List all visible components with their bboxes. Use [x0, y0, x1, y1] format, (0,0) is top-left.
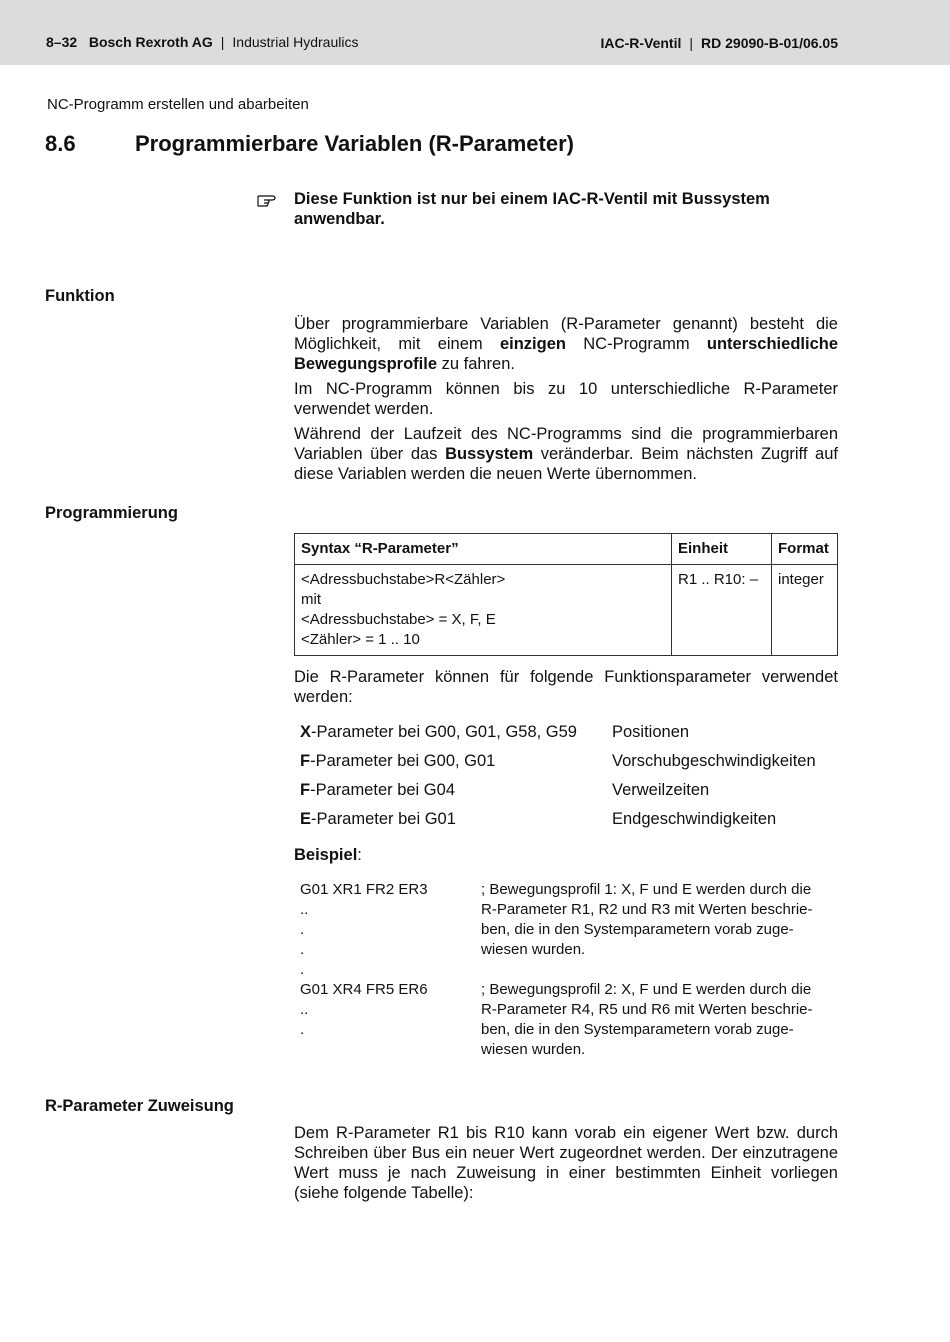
page-header	[0, 0, 950, 65]
section-number: 8.6	[45, 131, 76, 156]
format-cell: integer	[772, 565, 838, 656]
table-header-format: Format	[772, 534, 838, 565]
section-title: Programmierbare Variablen (R-Parameter)	[135, 131, 574, 156]
company-name: Bosch Rexroth AG	[88, 34, 213, 50]
example-code-1: G01 XR1 FR2 ER3 .. . . .	[300, 881, 428, 978]
example-heading: Beispiel:	[294, 846, 362, 864]
unit-cell: R1 .. R10: –	[672, 565, 772, 656]
table-header-unit: Einheit	[672, 534, 772, 565]
list-item: F-Parameter bei G04 Verweilzeiten	[300, 781, 710, 799]
table-row	[295, 565, 838, 656]
syntax-table	[294, 533, 838, 656]
parameter-list	[300, 718, 840, 834]
example-code-2: G01 XR4 FR5 ER6 .. .	[300, 981, 428, 1038]
example-block-1	[300, 880, 840, 980]
header-left: 8–32 Bosch Rexroth AG | Industrial Hydraulics	[46, 34, 359, 50]
table-header-syntax: Syntax “R-Parameter”	[295, 534, 672, 565]
list-item: F-Parameter bei G00, G01 Vorschubgeschwindigkeiten	[300, 752, 816, 770]
label-programmierung: Programmierung	[45, 504, 178, 522]
funktion-paragraph-1: Über programmierbare Variablen (R-Parameter genannt) besteht die Möglichkeit, mit einem einzigen NC-Programm unterschiedliche Bewegungsprofile zu fahren.	[294, 315, 838, 373]
document-reference: RD 29090-B-01/06.05	[701, 35, 838, 51]
page-number: 8–32	[46, 34, 78, 50]
params-intro: Die R-Parameter können für folgende Funktionsparameter verwendet werden:	[294, 668, 838, 706]
funktion-paragraph-3: Während der Laufzeit des NC-Programms sind die programmierbaren Variablen über das Bussystem veränderbar. Beim nächsten Zugriff auf diese Variablen werden die neuen Werte übernommen.	[294, 425, 838, 483]
label-zuweisung: R-Parameter Zuweisung	[45, 1097, 234, 1115]
breadcrumb: NC-Programm erstellen und abarbeiten	[47, 96, 309, 113]
pointing-hand-icon	[256, 188, 282, 210]
example-comment-1: ; Bewegungsprofil 1: X, F und E werden durch die R-Parameter R1, R2 und R3 mit Werten beschrie- ben, die in den Systemparametern vorab zuge- wiesen wurden.	[481, 881, 813, 958]
example-comment-2: ; Bewegungsprofil 2: X, F und E werden durch die R-Parameter R4, R5 und R6 mit Werten beschrie- ben, die in den Systemparametern vorab zuge- wiesen wurden.	[481, 981, 813, 1058]
syntax-cell: <Adressbuchstabe>R<Zähler> mit <Adressbuchstabe> = X, F, E <Zähler> = 1 .. 10	[295, 565, 672, 656]
division-name: Industrial Hydraulics	[232, 34, 359, 50]
header-right: IAC-R-Ventil | RD 29090-B-01/06.05	[600, 35, 838, 51]
list-item: X-Parameter bei G00, G01, G58, G59 Positionen	[300, 723, 690, 741]
note-text: Diese Funktion ist nur bei einem IAC-R-Ventil mit Bussystem anwendbar.	[294, 190, 770, 228]
funktion-text	[294, 314, 838, 489]
label-funktion: Funktion	[45, 287, 115, 305]
table-header-row	[295, 534, 838, 565]
funktion-paragraph-2: Im NC-Programm können bis zu 10 unterschiedliche R-Parameter verwendet werden.	[294, 380, 838, 418]
zuweisung-text: Dem R-Parameter R1 bis R10 kann vorab ein eigener Wert bzw. durch Schreiben über Bus ein neuer Wert zugeordnet werden. Der einzutragene Wert muss je nach Zuweisung in einer bestimmten Einheit vorliegen (siehe folgende Tabelle):	[294, 1124, 838, 1202]
list-item: E-Parameter bei G01 Endgeschwindigkeiten	[300, 810, 777, 828]
example-block-2	[300, 980, 840, 1060]
product-name: IAC-R-Ventil	[600, 35, 682, 51]
